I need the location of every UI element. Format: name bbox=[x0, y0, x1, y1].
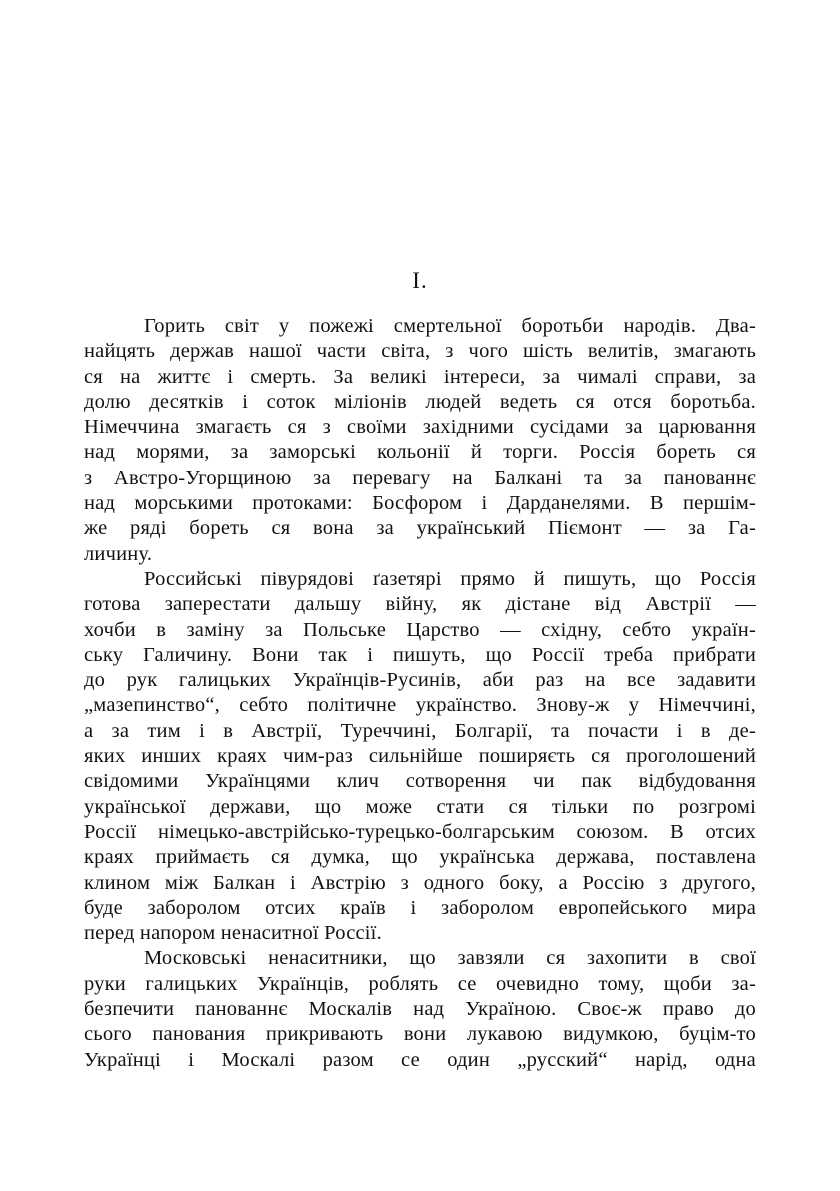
text-line: над морськими протоками: Босфором і Дарданелями. В першім- bbox=[84, 492, 756, 515]
text-line: готова заперестати дальшу війну, як дістане від Австрії — bbox=[84, 593, 756, 616]
text-line: свідомими Українцями клич сотворення чи пак відбудовання bbox=[84, 770, 756, 793]
text-line: яких инших краях чим-раз сильнійше поширяєть ся проголошений bbox=[84, 745, 756, 768]
text-line: ся на життє і смерть. За великі інтереси, за чималі справи, за bbox=[84, 365, 756, 388]
text-line: сього панования прикривають вони лукавою видумкою, буцім-то bbox=[84, 1023, 756, 1046]
text-line: української держави, що може стати ся тільки по розгромі bbox=[84, 795, 756, 818]
text-line: руки галицьких Українців, роблять се очевидно тому, щоби за- bbox=[84, 972, 756, 995]
text-line: Горить світ у пожежі смертельної боротьби народів. Два- bbox=[144, 315, 756, 337]
text-line: Московські ненаситники, що завзяли ся захопити в свої bbox=[144, 947, 756, 970]
text-line: краях приймаєть ся думка, що українська держава, поставлена bbox=[84, 846, 756, 869]
text-line: ську Галичину. Вони так і пишуть, що Россії треба прибрати bbox=[84, 643, 756, 666]
text-line: долю десятків і соток міліонів людей ведеть ся отся боротьба. bbox=[84, 390, 756, 413]
text-line: найцять держав нашої части світа, з чого шість велитів, змагають bbox=[84, 340, 756, 363]
text-line: хочби в заміну за Польське Царство — східну, себто україн- bbox=[84, 618, 756, 641]
text-line: Российські півурядові ґазетярі прямо й пишуть, що Россія bbox=[144, 567, 756, 590]
text-line: безпечити панованнє Москалів над Україною. Своє-ж право до bbox=[84, 998, 756, 1021]
body-text bbox=[84, 314, 756, 1073]
paragraph-1 bbox=[84, 314, 756, 567]
text-line: до рук галицьких Українців-Русинів, аби раз на все задавити bbox=[84, 669, 756, 692]
paragraph-3 bbox=[84, 946, 756, 1072]
paragraph-2 bbox=[84, 567, 756, 946]
text-line: личину. bbox=[84, 542, 153, 565]
text-line: же ряді бореть ся вона за український Піємонт — за Га- bbox=[84, 517, 756, 540]
text-line: Українці і Москалі разом се один „русский“ нарід, одна bbox=[84, 1048, 756, 1071]
text-line: клином між Балкан і Австрію з одного боку, а Россію з другого, bbox=[84, 871, 756, 894]
text-line: Россії німецько-австрійсько-турецько-болгарським союзом. В отсих bbox=[84, 820, 756, 843]
text-line: над морями, за заморські кольонії й торги. Россія бореть ся bbox=[84, 441, 756, 464]
text-line: перед напором ненаситної Россії. bbox=[84, 922, 382, 945]
text-line: з Австро-Угорщиною за перевагу на Балкані та за панованнє bbox=[84, 466, 756, 489]
text-line: „мазепинство“, себто політичне українство. Знову-ж у Німеччині, bbox=[84, 694, 756, 717]
text-line: а за тим і в Австрії, Туреччині, Болгарії, та почасти і в де- bbox=[84, 719, 756, 742]
text-line: буде заборолом отсих країв і заборолом европейського мира bbox=[84, 896, 756, 919]
text-line: Німеччина змагаєть ся з своїми західними сусідами за царювання bbox=[84, 416, 756, 439]
chapter-number: I. bbox=[412, 268, 428, 293]
